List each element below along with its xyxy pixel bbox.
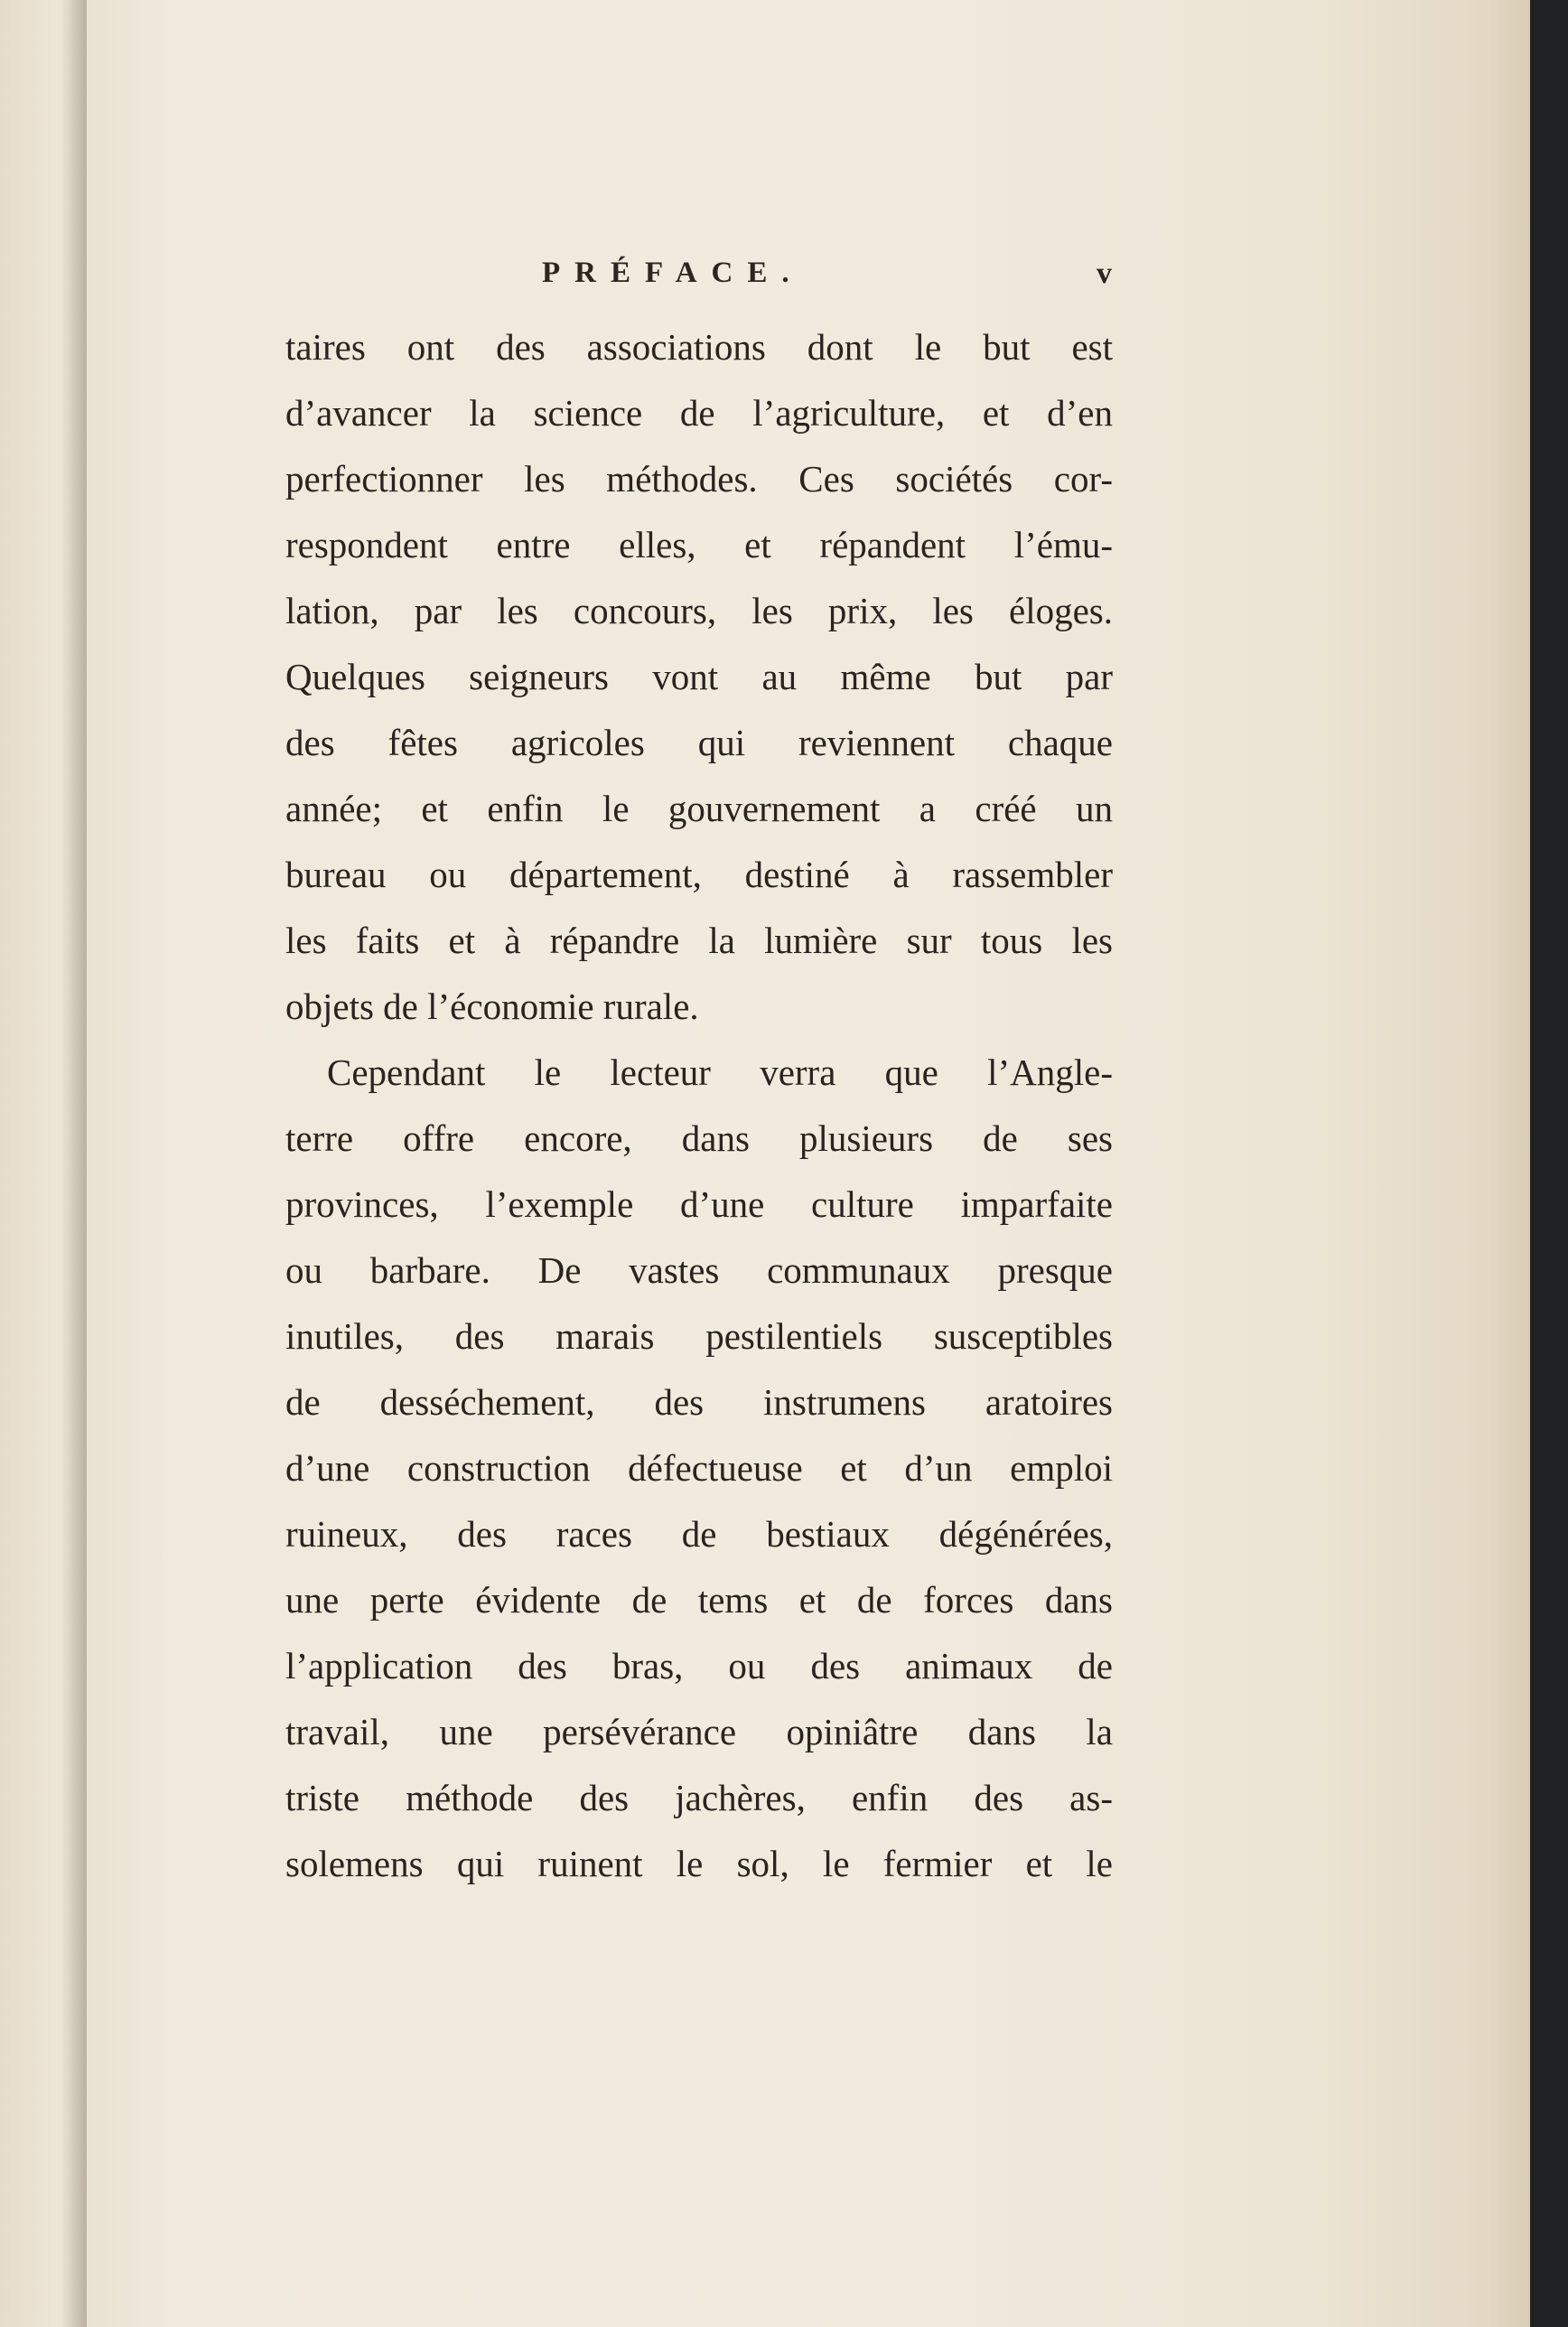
text-line: objets de l’économie rurale. — [285, 986, 699, 1027]
facing-page-edge — [0, 0, 87, 2327]
text-line: triste méthode des jachères, enfin des as- — [285, 1777, 1113, 1818]
text-line: Cependant le lecteur verra que l’Angle- — [327, 1051, 1113, 1093]
text-line: lation, par les concours, les prix, les éloges. — [285, 590, 1113, 631]
text-line: d’une construction défectueuse et d’un emploi — [285, 1447, 1113, 1489]
page-header — [0, 257, 1568, 302]
text-line: Quelques seigneurs vont au même but par — [285, 656, 1113, 697]
text-line: taires ont des associations dont le but est — [285, 326, 1113, 368]
text-line: d’avancer la science de l’agriculture, et d’en — [285, 392, 1113, 434]
text-line: provinces, l’exemple d’une culture imparfaite — [285, 1183, 1113, 1225]
page-number: v — [1097, 257, 1112, 290]
text-line: inutiles, des marais pestilentiels susceptibles — [285, 1315, 1113, 1357]
text-line: de desséchement, des instrumens aratoires — [285, 1381, 1113, 1423]
text-line: travail, une persévérance opiniâtre dans la — [285, 1711, 1113, 1752]
text-line: ou barbare. De vastes communaux presque — [285, 1249, 1113, 1291]
text-line: l’application des bras, ou des animaux de — [285, 1645, 1113, 1687]
text-line: ruineux, des races de bestiaux dégénérées, — [285, 1513, 1113, 1555]
text-line: terre offre encore, dans plusieurs de ses — [285, 1117, 1113, 1159]
text-line: une perte évidente de tems et de forces dans — [285, 1579, 1113, 1621]
text-line: des fêtes agricoles qui reviennent chaque — [285, 722, 1113, 763]
text-line: les faits et à répandre la lumière sur tous les — [285, 920, 1113, 961]
text-line: perfectionner les méthodes. Ces sociétés cor- — [285, 458, 1113, 500]
text-line: année; et enfin le gouvernement a créé un — [285, 788, 1113, 829]
running-title: PRÉFACE. — [542, 257, 804, 289]
text-line: respondent entre elles, et répandent l’ému- — [285, 524, 1113, 565]
scan-background — [1530, 0, 1568, 2327]
body-text — [285, 314, 1113, 1897]
text-line: solemens qui ruinent le sol, le fermier et le — [285, 1843, 1113, 1884]
text-line: bureau ou département, destiné à rassembler — [285, 854, 1113, 895]
